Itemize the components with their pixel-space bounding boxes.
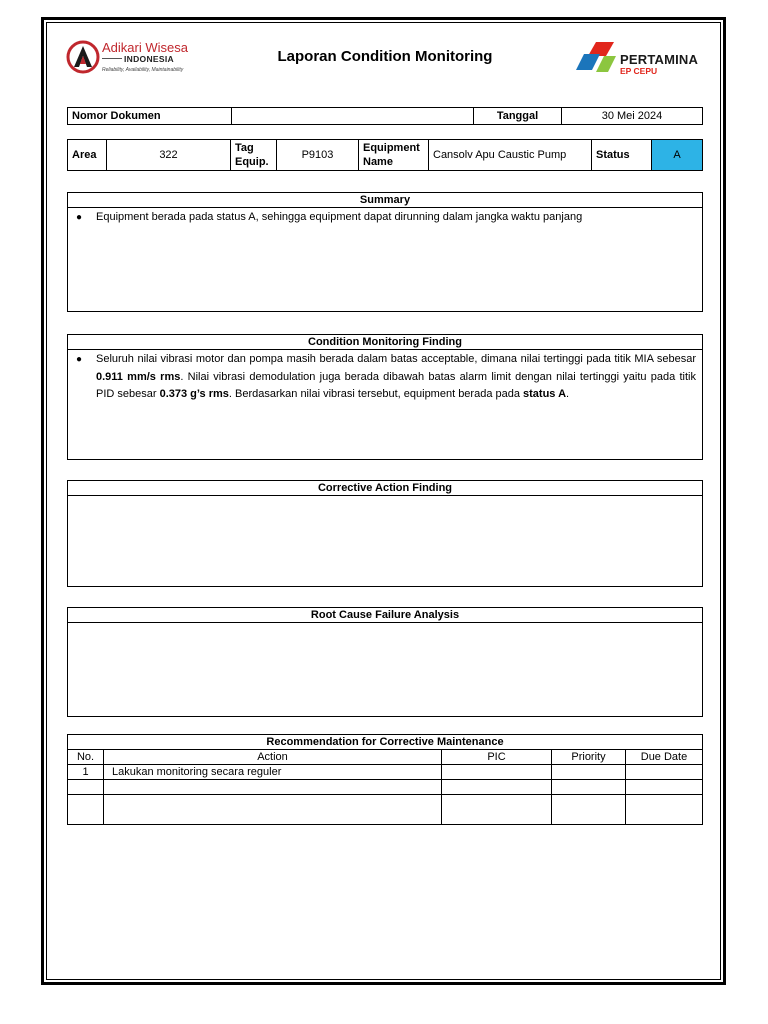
col-due-date: Due Date [626,750,703,765]
finding-part-2: . Nilai vibrasi demodulation juga berada dibawah batas alarm limit dengan nilai tertinggi yaitu pada titik PID sebesar [96,370,696,400]
area-label: Area [68,140,107,171]
adikari-emblem-icon [66,40,100,74]
row-pic [442,795,552,825]
status-badge: A [652,140,703,171]
col-priority: Priority [552,750,626,765]
finding-bold-pid: 0.373 g’s rms [159,388,229,400]
logo-right-name: PERTAMINA [620,52,699,67]
root-cause-title: Root Cause Failure Analysis [68,608,702,623]
summary-text: Equipment berada pada status A, sehingga equipment dapat dirunning dalam jangka waktu panjang [96,211,583,223]
root-cause-section [67,607,703,717]
row-priority [552,795,626,825]
finding-part-3: . Berdasarkan nilai vibrasi tersebut, equipment berada pada [228,388,524,400]
row-pic [442,780,552,795]
finding-part-4: . [566,388,570,400]
col-pic: PIC [442,750,552,765]
equipment-name-label: Equipment Name [359,140,429,171]
pertamina-logo [570,40,710,80]
row-no: 1 [68,765,104,780]
logo-left-tagline: Reliability, Availability, Maintainability [102,67,184,73]
finding-section [67,334,703,460]
row-action [104,780,442,795]
row-priority [552,780,626,795]
area-value: 322 [107,140,231,171]
recommendation-title: Recommendation for Corrective Maintenance [68,735,703,750]
summary-section [67,192,703,312]
pertamina-emblem-icon [570,40,618,76]
logo-left-brand: Adikari Wisesa [102,40,188,55]
row-priority [552,765,626,780]
equipment-name-value: Cansolv Apu Caustic Pump [429,140,592,171]
col-no: No. [68,750,104,765]
finding-bold-mia: 0.911 mm/s rms [96,370,181,383]
finding-part-1: Seluruh nilai vibrasi motor dan pompa masih berada dalam batas acceptable, dimana nilai tertinggi pada titik MIA sebesar [96,353,696,365]
row-pic [442,765,552,780]
table-row [68,780,703,795]
row-due-date [626,780,703,795]
row-no [68,795,104,825]
corrective-action-title: Corrective Action Finding [68,481,702,496]
col-action: Action [104,750,442,765]
bullet-icon: ● [76,212,83,223]
date-value: 30 Mei 2024 [562,108,703,125]
finding-bold-status: status A [523,388,567,400]
summary-title: Summary [68,193,702,208]
table-row [68,795,703,825]
tag-value: P9103 [277,140,359,171]
table-row [68,765,703,780]
recommendation-table [67,734,703,825]
corrective-action-section [67,480,703,587]
row-no [68,780,104,795]
bullet-icon: ● [76,354,83,365]
logo-right-sub: EP CEPU [620,66,658,76]
finding-title: Condition Monitoring Finding [68,335,702,350]
doc-number-label: Nomor Dokumen [68,108,232,125]
date-label: Tanggal [474,108,562,125]
logo-left-sub: INDONESIA [124,54,174,64]
document-info-table [67,107,703,125]
row-due-date [626,765,703,780]
logo-left-divider [102,58,122,59]
row-due-date [626,795,703,825]
tag-label: Tag Equip. [231,140,277,171]
adikari-wisesa-logo [66,38,196,78]
status-label: Status [592,140,652,171]
page-title: Laporan Condition Monitoring [277,48,493,65]
doc-number-value [232,108,474,125]
equipment-info-table [67,139,703,171]
finding-text [96,351,696,404]
row-action: Lakukan monitoring secara reguler [104,765,442,780]
row-action [104,795,442,825]
